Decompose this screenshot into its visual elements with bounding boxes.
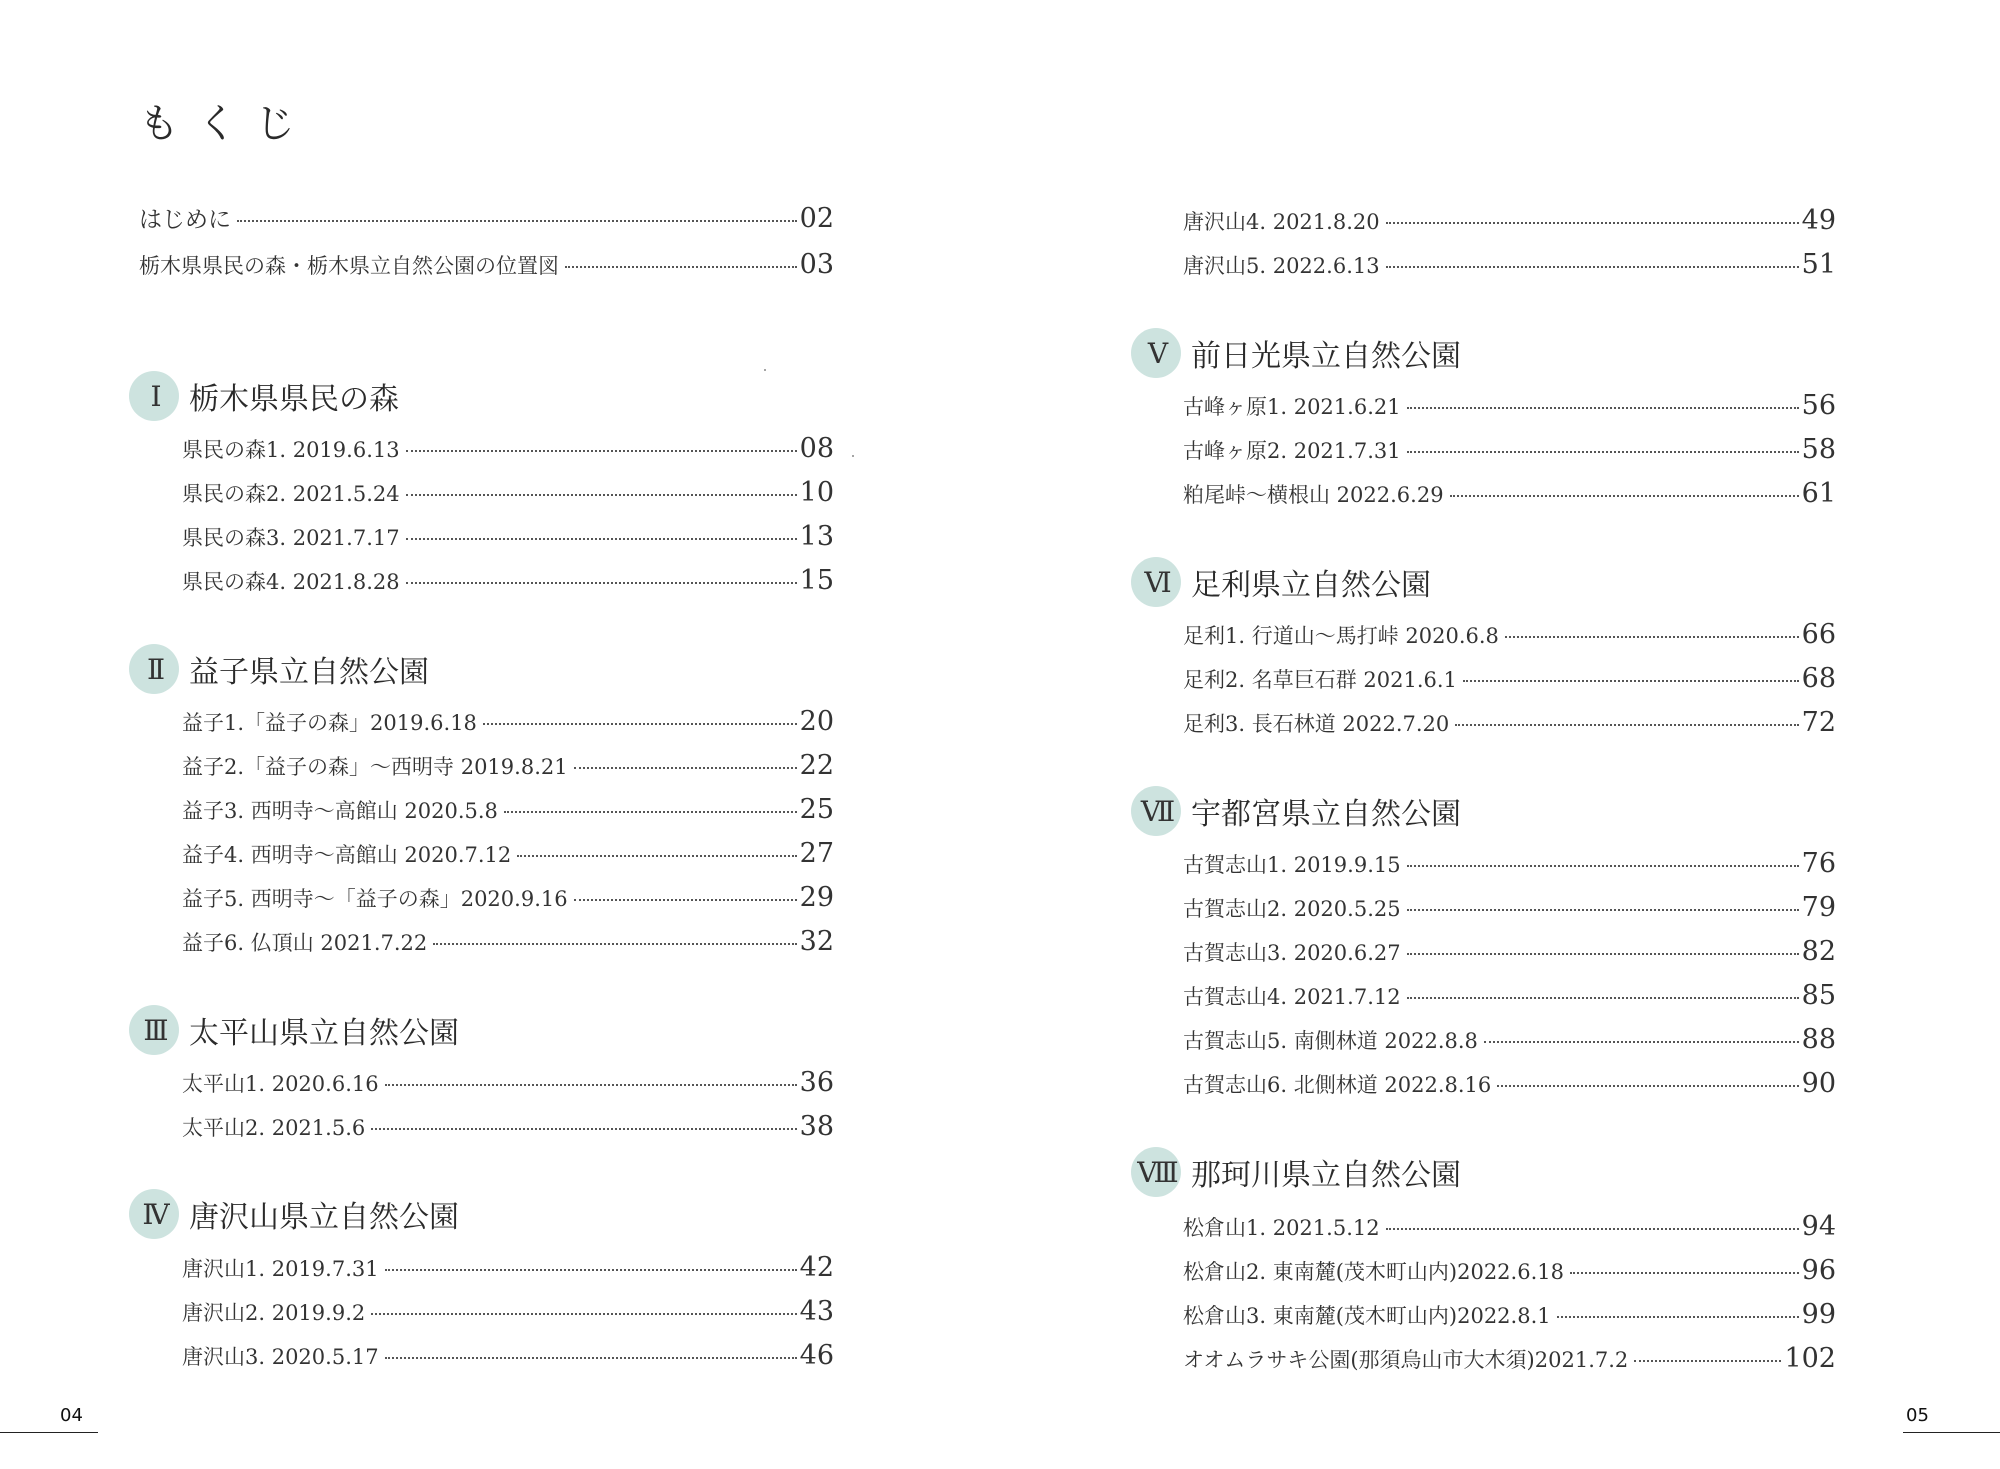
toc-entry[interactable]: [1183, 1070, 1836, 1097]
dot-leader: [1463, 680, 1799, 682]
section-heading: [1131, 557, 1431, 607]
toc-entry-label: 太平山2. 2021.5.6: [182, 1116, 366, 1140]
toc-entry-label: 県民の森1. 2019.6.13: [182, 438, 400, 462]
toc-entry-label: 唐沢山5. 2022.6.13: [1183, 254, 1380, 278]
toc-entry-page: 66: [1801, 619, 1836, 650]
toc-entry-page: 10: [799, 477, 834, 508]
toc-entry-label: 太平山1. 2020.6.16: [182, 1072, 379, 1096]
toc-entry-page: 88: [1801, 1024, 1836, 1055]
section-numeral: V: [1131, 328, 1181, 378]
dot-leader: [1634, 1360, 1781, 1362]
section-numeral: VI: [1131, 557, 1181, 607]
toc-entry-page: 38: [799, 1111, 834, 1142]
dot-leader: [1407, 997, 1799, 999]
toc-entry-label: 古賀志山3. 2020.6.27: [1183, 941, 1401, 965]
toc-entry-label: 唐沢山1. 2019.7.31: [182, 1257, 379, 1281]
toc-entry-page: 90: [1801, 1068, 1836, 1099]
toc-entry-label: 足利1. 行道山〜馬打峠 2020.6.8: [1183, 624, 1499, 648]
section-numeral: IV: [129, 1189, 179, 1239]
toc-entry-label: 松倉山3. 東南麓(茂木町山内)2022.8.1: [1183, 1304, 1551, 1328]
section-heading: [129, 644, 429, 694]
toc-entry[interactable]: [1183, 1257, 1836, 1284]
toc-entry[interactable]: [182, 1298, 834, 1325]
toc-entry-page: 49: [1801, 205, 1836, 236]
toc-entry[interactable]: [1183, 480, 1836, 507]
toc-entry-label: 益子5. 西明寺〜「益子の森」2020.9.16: [182, 887, 568, 911]
toc-entry[interactable]: [1183, 1301, 1836, 1328]
toc-entry-page: 96: [1801, 1255, 1836, 1286]
toc-entry-page: 15: [799, 565, 834, 596]
print-speck: [852, 455, 854, 457]
toc-entry-label: 足利3. 長石林道 2022.7.20: [1183, 712, 1450, 736]
toc-entry-label: 県民の森3. 2021.7.17: [182, 526, 400, 550]
dot-leader: [1497, 1085, 1798, 1087]
dot-leader: [406, 450, 797, 452]
section-numeral: III: [129, 1005, 179, 1055]
toc-entry-page: 56: [1801, 390, 1836, 421]
toc-entry-page: 72: [1801, 707, 1836, 738]
toc-entry-page: 76: [1801, 848, 1836, 879]
toc-entry[interactable]: [182, 1342, 834, 1369]
toc-entry-label: 松倉山1. 2021.5.12: [1183, 1216, 1380, 1240]
toc-entry[interactable]: [1183, 1026, 1836, 1053]
toc-entry[interactable]: [182, 523, 834, 550]
toc-entry[interactable]: [182, 1069, 834, 1096]
toc-entry-label: 益子1.「益子の森」2019.6.18: [182, 711, 477, 735]
section-title: 唐沢山県立自然公園: [189, 1200, 459, 1235]
dot-leader: [385, 1269, 797, 1271]
page-number-right: 05: [1906, 1405, 1929, 1426]
dot-leader: [1455, 724, 1798, 726]
dot-leader: [1407, 953, 1799, 955]
toc-entry[interactable]: [1183, 207, 1836, 234]
toc-entry[interactable]: [1183, 1345, 1836, 1372]
toc-entry-label: 古賀志山2. 2020.5.25: [1183, 897, 1401, 921]
dot-leader: [385, 1357, 797, 1359]
dot-leader: [406, 494, 797, 496]
toc-entry-page: 94: [1801, 1211, 1836, 1242]
toc-entry[interactable]: [1183, 850, 1836, 877]
toc-entry-label: 古賀志山6. 北側林道 2022.8.16: [1183, 1073, 1492, 1097]
toc-entry-page: 27: [799, 838, 834, 869]
section-title: 那珂川県立自然公園: [1191, 1158, 1461, 1193]
section-title: 栃木県県民の森: [189, 382, 399, 417]
toc-entry-label: 唐沢山3. 2020.5.17: [182, 1345, 379, 1369]
dot-leader: [517, 855, 796, 857]
toc-entry-page: 20: [799, 706, 834, 737]
dot-leader: [237, 220, 797, 222]
toc-entry-page: 32: [799, 926, 834, 957]
toc-entry-label: 古賀志山1. 2019.9.15: [1183, 853, 1401, 877]
toc-entry-label: 粕尾峠〜横根山 2022.6.29: [1183, 483, 1444, 507]
section-numeral: VII: [1131, 786, 1181, 836]
toc-entry[interactable]: [1183, 621, 1836, 648]
dot-leader: [1505, 636, 1799, 638]
toc-entry[interactable]: [182, 928, 834, 955]
toc-entry[interactable]: [1183, 1213, 1836, 1240]
dot-leader: [1407, 909, 1799, 911]
toc-entry[interactable]: [182, 1254, 834, 1281]
section-title: 足利県立自然公園: [1191, 568, 1431, 603]
dot-leader: [1450, 495, 1799, 497]
toc-entry-label: 益子3. 西明寺〜高館山 2020.5.8: [182, 799, 498, 823]
dot-leader: [1407, 865, 1799, 867]
dot-leader: [406, 582, 797, 584]
toc-entry-page: 43: [799, 1296, 834, 1327]
toc-entry[interactable]: [182, 1113, 834, 1140]
toc-entry-label: 益子6. 仏頂山 2021.7.22: [182, 931, 428, 955]
toc-entry-page: 13: [799, 521, 834, 552]
toc-entry[interactable]: [182, 840, 834, 867]
toc-entry-label: 古賀志山5. 南側林道 2022.8.8: [1183, 1029, 1478, 1053]
dot-leader: [504, 811, 797, 813]
section-heading: [129, 1189, 459, 1239]
dot-leader: [385, 1084, 797, 1086]
dot-leader: [1407, 451, 1799, 453]
dot-leader: [433, 943, 796, 945]
toc-entry-label: オオムラサキ公園(那須烏山市大木須)2021.7.2: [1183, 1348, 1629, 1372]
toc-entry[interactable]: [1183, 938, 1836, 965]
toc-entry-page: 58: [1801, 434, 1836, 465]
toc-entry[interactable]: [1183, 894, 1836, 921]
toc-entry[interactable]: [182, 752, 834, 779]
print-speck: [764, 369, 766, 371]
dot-leader: [1557, 1316, 1799, 1318]
dot-leader: [371, 1128, 796, 1130]
dot-leader: [574, 767, 797, 769]
dot-leader: [1484, 1041, 1799, 1043]
toc-entry[interactable]: [1183, 665, 1836, 692]
toc-entry-page: 51: [1801, 249, 1836, 280]
section-heading: [129, 1005, 459, 1055]
toc-entry-label: 益子4. 西明寺〜高館山 2020.7.12: [182, 843, 512, 867]
folio-rule-left: [0, 1432, 98, 1433]
toc-entry-label: 栃木県県民の森・栃木県立自然公園の位置図: [139, 254, 559, 278]
toc-entry-label: 益子2.「益子の森」〜西明寺 2019.8.21: [182, 755, 568, 779]
toc-entry[interactable]: [1183, 251, 1836, 278]
section-heading: [129, 371, 399, 421]
dot-leader: [565, 266, 797, 268]
toc-entry-label: 県民の森2. 2021.5.24: [182, 482, 400, 506]
toc-entry-page: 46: [799, 1340, 834, 1371]
toc-entry-label: 唐沢山2. 2019.9.2: [182, 1301, 366, 1325]
toc-entry-page: 42: [799, 1252, 834, 1283]
toc-entry-page: 22: [799, 750, 834, 781]
toc-entry-page: 99: [1801, 1299, 1836, 1330]
dot-leader: [1386, 1228, 1799, 1230]
section-title: 益子県立自然公園: [189, 655, 429, 690]
section-numeral: I: [129, 371, 179, 421]
toc-entry-label: 古賀志山4. 2021.7.12: [1183, 985, 1401, 1009]
toc-entry-label: はじめに: [139, 207, 231, 233]
toc-entry[interactable]: [182, 884, 834, 911]
section-title: 宇都宮県立自然公園: [1191, 797, 1461, 832]
folio-rule-right: [1903, 1432, 2000, 1433]
toc-entry[interactable]: [182, 796, 834, 823]
dot-leader: [371, 1313, 796, 1315]
toc-entry-page: 61: [1801, 478, 1836, 509]
toc-entry-page: 85: [1801, 980, 1836, 1011]
section-title: 太平山県立自然公園: [189, 1016, 459, 1051]
toc-entry-page: 02: [799, 203, 834, 234]
toc-entry[interactable]: [139, 205, 834, 232]
toc-entry-page: 82: [1801, 936, 1836, 967]
toc-entry[interactable]: [1183, 709, 1836, 736]
toc-entry-page: 79: [1801, 892, 1836, 923]
toc-entry-page: 03: [799, 249, 834, 280]
dot-leader: [1570, 1272, 1799, 1274]
toc-entry-page: 102: [1784, 1343, 1836, 1374]
section-heading: [1131, 328, 1461, 378]
toc-entry-page: 36: [799, 1067, 834, 1098]
toc-entry-label: 古峰ヶ原1. 2021.6.21: [1183, 395, 1401, 419]
section-heading: [1131, 1147, 1461, 1197]
toc-entry[interactable]: [182, 567, 834, 594]
toc-entry[interactable]: [182, 479, 834, 506]
dot-leader: [1386, 266, 1799, 268]
page-title: もくじ: [139, 101, 313, 147]
toc-entry[interactable]: [1183, 982, 1836, 1009]
toc-entry-page: 29: [799, 882, 834, 913]
dot-leader: [1386, 222, 1799, 224]
section-numeral: II: [129, 644, 179, 694]
dot-leader: [406, 538, 797, 540]
toc-entry[interactable]: [1183, 436, 1836, 463]
toc-entry-label: 県民の森4. 2021.8.28: [182, 570, 400, 594]
toc-entry[interactable]: [182, 435, 834, 462]
toc-entry-page: 25: [799, 794, 834, 825]
section-heading: [1131, 786, 1461, 836]
toc-entry-label: 古峰ヶ原2. 2021.7.31: [1183, 439, 1401, 463]
toc-entry-page: 08: [799, 433, 834, 464]
toc-entry[interactable]: [139, 251, 834, 278]
dot-leader: [574, 899, 797, 901]
section-title: 前日光県立自然公園: [1191, 339, 1461, 374]
toc-entry[interactable]: [1183, 392, 1836, 419]
dot-leader: [1407, 407, 1799, 409]
toc-entry-label: 唐沢山4. 2021.8.20: [1183, 210, 1380, 234]
page-number-left: 04: [60, 1405, 83, 1426]
toc-entry-page: 68: [1801, 663, 1836, 694]
toc-entry[interactable]: [182, 708, 834, 735]
toc-entry-label: 足利2. 名草巨石群 2021.6.1: [1183, 668, 1457, 692]
section-numeral: VIII: [1131, 1147, 1181, 1197]
toc-entry-label: 松倉山2. 東南麓(茂木町山内)2022.6.18: [1183, 1260, 1564, 1284]
dot-leader: [483, 723, 797, 725]
